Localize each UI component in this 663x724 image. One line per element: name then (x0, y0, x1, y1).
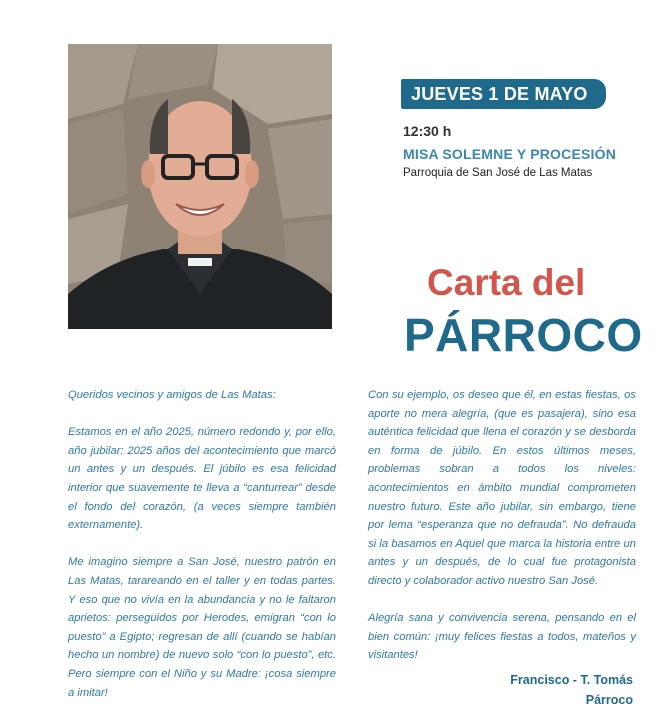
event-date-banner: JUEVES 1 DE MAYO (401, 79, 606, 109)
letter-left-column (68, 386, 336, 721)
event-name: MISA SOLEMNE Y PROCESIÓN (403, 146, 617, 162)
title-line2: PÁRROCO (404, 309, 643, 361)
letter-paragraph: Con su ejemplo, os deseo que él, en estas fiestas, os aporte no mera alegría, (que es pasajera), sino esa auténtica felicidad que llena el corazón y se desborda en forma de júbilo. En estos últimos meses, problemas sobran a todos los niveles: acontecimientos en ámbito mundial comprometen nuestro futuro. Este año jubilar, sin embargo, tiene por lema “esperanza que no defrauda”. No defrauda si la basamos en Aquel que marca la historia entre un antes y un después, de lo cual fue protagonista directo y colaborador activo nuestro San José. (368, 389, 636, 587)
letter-paragraph: Estamos en el año 2025, número redondo y, por ello, año jubilar: 2025 años del acontecimiento que marcó un antes y un después. El júbilo es esa felicidad interior que suavemente te lleva a “canturrear” desde el fondo del corazón, (a veces siempre también externamente). (68, 426, 336, 532)
event-place: Parroquia de San José de Las Matas (403, 167, 593, 179)
signature-role: Párroco (585, 693, 633, 707)
signature-name: Francisco - T. Tomás (510, 673, 633, 687)
letter-paragraph: Me imagino siempre a San José, nuestro patrón en Las Matas, tarareando en el taller y en todas partes. Y eso que no vivía en la abundancia y no le faltaron aprietos: perseguidos por Herodes, emigran “con lo puesto” a Egipto; regresan de allí (cuando se habían hecho un nombre) de nuevo solo “con lo puesto”, etc. Pero siempre con el Niño y su Madre: ¡cosa siempre a imitar! (68, 556, 336, 699)
letter-right-column (368, 386, 636, 684)
letter-paragraph: Alegría sana y convivencia serena, pensando en el bien común: ¡muy felices fiestas a todos, mateños y visitantes! (368, 612, 636, 662)
signature (510, 670, 633, 710)
title-line1: Carta del (427, 262, 586, 303)
event-time: 12:30 h (403, 123, 452, 139)
letter-paragraph: Queridos vecinos y amigos de Las Matas: (68, 389, 276, 401)
